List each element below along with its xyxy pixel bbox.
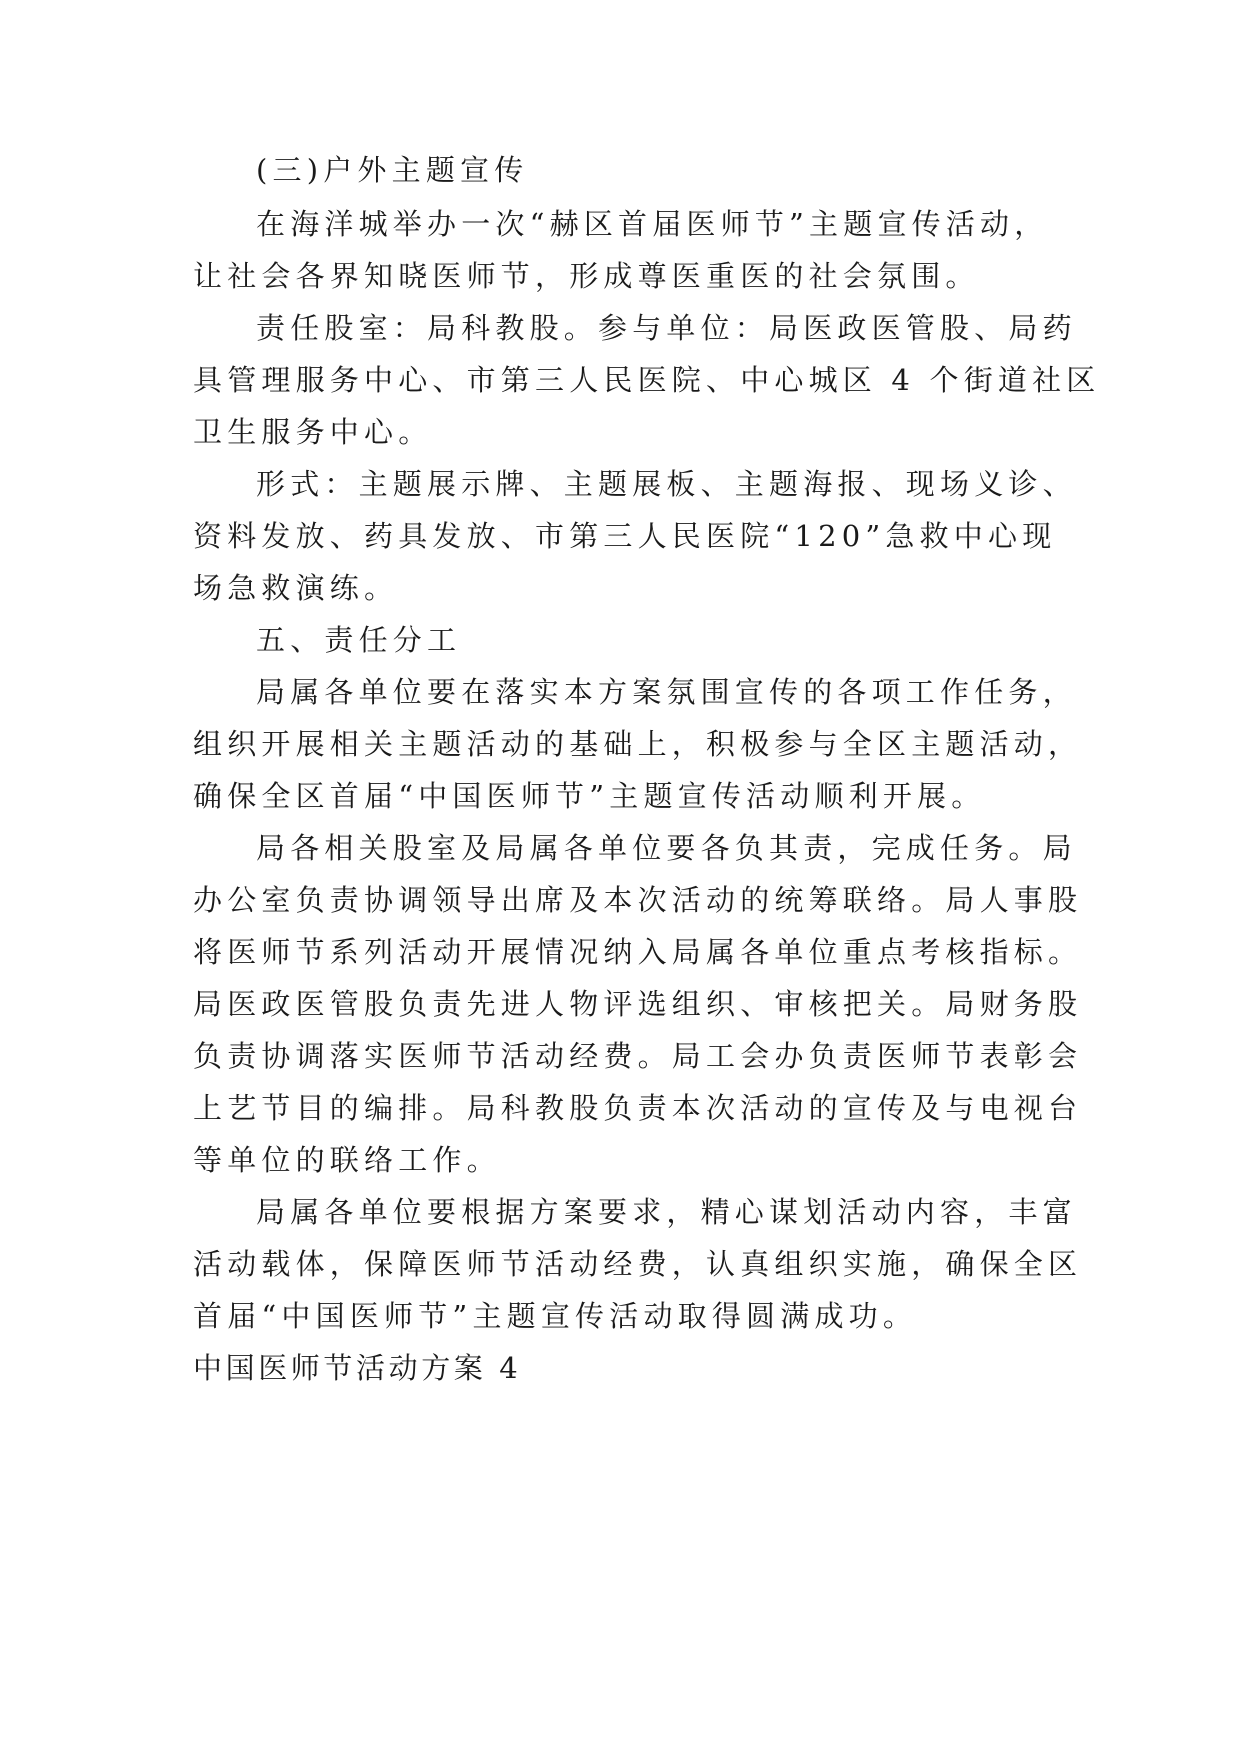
paragraph-line: 卫生服务中心。 — [193, 415, 433, 449]
next-document-title: 中国医师节活动方案 4 — [193, 1351, 522, 1385]
paragraph-line: 场急救演练。 — [193, 571, 399, 605]
paragraph-line: 负责协调落实医师节活动经费。局工会办负责医师节表彰会 — [193, 1039, 1083, 1073]
paragraph-line: 局医政医管股负责先进人物评选组织、审核把关。局财务股 — [193, 987, 1083, 1021]
paragraph-line: 确保全区首届“中国医师节”主题宣传活动顺利开展。 — [193, 779, 986, 813]
paragraph-line: 具管理服务中心、市第三人民医院、中心城区 4 个街道社区 — [193, 363, 1101, 397]
paragraph-line: 责任股室：局科教股。参与单位：局医政医管股、局药 — [256, 311, 1077, 345]
paragraph-line: 组织开展相关主题活动的基础上，积极参与全区主题活动， — [193, 727, 1083, 761]
paragraph-line: 上艺节目的编排。局科教股负责本次活动的宣传及与电视台 — [193, 1091, 1083, 1125]
paragraph-line: 首届“中国医师节”主题宣传活动取得圆满成功。 — [193, 1299, 918, 1333]
paragraph-line: 局属各单位要在落实本方案氛围宣传的各项工作任务， — [256, 675, 1077, 709]
paragraph-line: 将医师节系列活动开展情况纳入局属各单位重点考核指标。 — [193, 935, 1083, 969]
heading-outdoor-publicity: (三)户外主题宣传 — [256, 153, 529, 187]
paragraph-line: 局各相关股室及局属各单位要各负其责，完成任务。局 — [256, 831, 1077, 865]
paragraph-line: 等单位的联络工作。 — [193, 1143, 501, 1177]
heading-section-five: 五、责任分工 — [256, 623, 462, 657]
paragraph-line: 让社会各界知晓医师节，形成尊医重医的社会氛围。 — [193, 259, 980, 293]
paragraph-line: 在海洋城举办一次“赫区首届医师节”主题宣传活动， — [256, 207, 1049, 241]
paragraph-line: 活动载体，保障医师节活动经费，认真组织实施，确保全区 — [193, 1247, 1083, 1281]
paragraph-line: 办公室负责协调领导出席及本次活动的统筹联络。局人事股 — [193, 883, 1083, 917]
paragraph-line: 局属各单位要根据方案要求，精心谋划活动内容，丰富 — [256, 1195, 1077, 1229]
paragraph-line: 形式：主题展示牌、主题展板、主题海报、现场义诊、 — [256, 467, 1077, 501]
paragraph-line: 资料发放、药具发放、市第三人民医院“120”急救中心现 — [193, 519, 1057, 553]
